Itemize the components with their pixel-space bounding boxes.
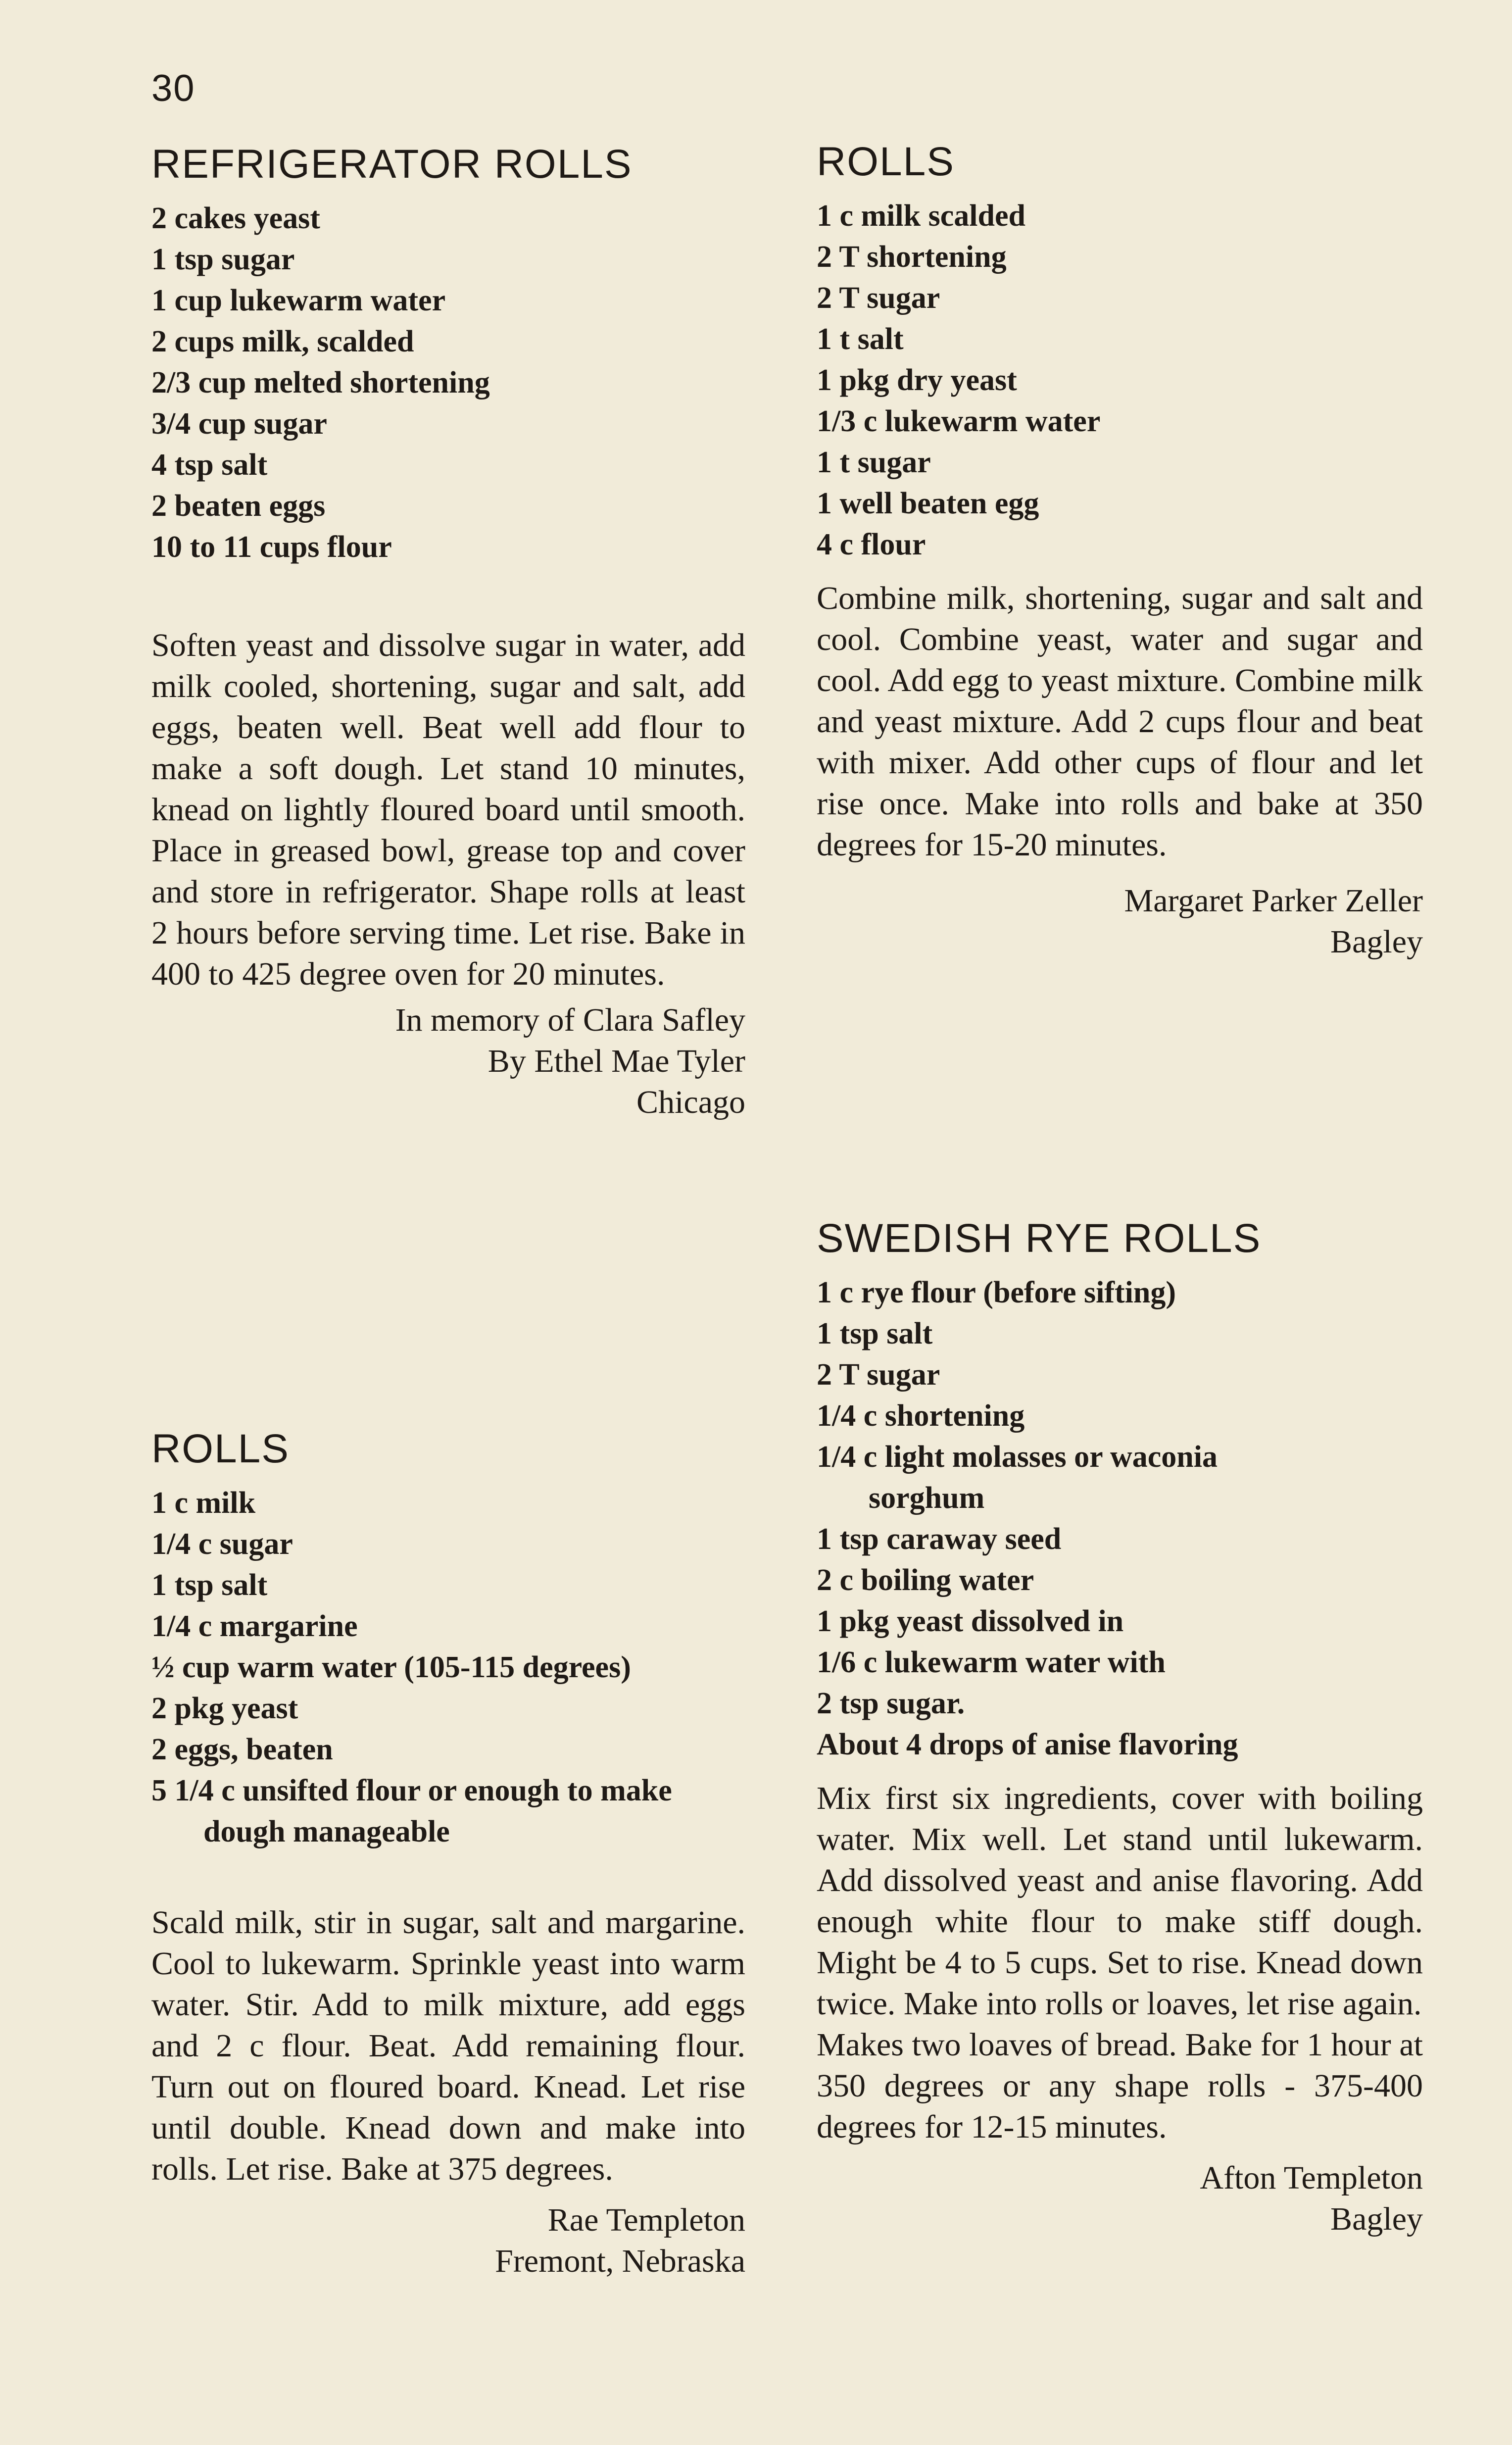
- recipe-rolls-right: [817, 196, 1423, 962]
- ingredient: 1 tsp salt: [151, 1568, 268, 1602]
- ingredient: 2 cakes yeast: [151, 201, 320, 235]
- credit-line: Fremont, Nebraska: [495, 2243, 745, 2279]
- credit-line: Afton Templeton: [1200, 2160, 1423, 2196]
- ingredient: 2 pkg yeast: [151, 1692, 298, 1725]
- recipe-method: Combine milk, shortening, sugar and salt and cool. Combine yeast, water and sugar and cool. Add egg to yeast mixture. Combine milk and yeast mixture. Add 2 cups flour and beat with mixer. Add other cups of flour and let rise once. Make into rolls and bake at 350 degrees for 15-20 minutes.: [817, 580, 1423, 863]
- credit-line: Margaret Parker Zeller: [1124, 883, 1423, 919]
- ingredient: dough manageable: [203, 1815, 450, 1848]
- credit-line: Rae Templeton: [547, 2202, 745, 2238]
- ingredient: 2 eggs, beaten: [151, 1733, 333, 1766]
- ingredient: 5 1/4 c unsifted flour or enough to make: [151, 1774, 672, 1807]
- ingredient: 1 tsp caraway seed: [817, 1522, 1062, 1556]
- recipe-method: Scald milk, stir in sugar, salt and margarine. Cool to lukewarm. Sprinkle yeast into warm water. Stir. Add to milk mixture, add eggs and 2 c flour. Beat. Add remaining flour. Turn out on floured board. Knead. Let rise until double. Knead down and make into rolls. Let rise. Bake at 375 degrees.: [151, 1904, 745, 2187]
- ingredient: 1 pkg yeast dissolved in: [817, 1604, 1124, 1638]
- credit-line: Chicago: [636, 1084, 745, 1120]
- ingredient: 1 c rye flour (before sifting): [817, 1276, 1176, 1309]
- ingredient: 1 tsp sugar: [151, 243, 295, 276]
- ingredient-list: [817, 196, 1423, 565]
- ingredient: 4 c flour: [817, 528, 926, 561]
- ingredient: 2 c boiling water: [817, 1563, 1034, 1597]
- ingredient: 4 tsp salt: [151, 448, 268, 482]
- ingredient: 1 c milk: [151, 1486, 256, 1520]
- ingredient: 3/4 cup sugar: [151, 407, 327, 441]
- recipe-title-refrigerator-rolls: REFRIGERATOR ROLLS: [151, 142, 633, 187]
- page-number: 30: [151, 67, 195, 109]
- ingredient: 1/4 c shortening: [817, 1399, 1025, 1433]
- credit-line: Bagley: [1330, 2201, 1423, 2237]
- ingredient: 1 t salt: [817, 322, 904, 356]
- ingredient: 1/4 c sugar: [151, 1527, 293, 1561]
- ingredient: 1/4 c light molasses or waconia: [817, 1440, 1218, 1474]
- ingredient: 1 c milk scalded: [817, 199, 1025, 233]
- ingredient: sorghum: [869, 1481, 985, 1515]
- recipe-title-rolls: ROLLS: [151, 1426, 290, 1471]
- ingredient: 1 well beaten egg: [817, 487, 1039, 520]
- ingredient: 1 tsp salt: [817, 1317, 933, 1350]
- ingredient: 2/3 cup melted shortening: [151, 366, 490, 399]
- ingredient-list: [817, 1272, 1423, 1765]
- ingredient-list: [151, 198, 745, 568]
- ingredient: 2 tsp sugar.: [817, 1687, 965, 1720]
- recipe-swedish-rye-rolls: [817, 1272, 1423, 2240]
- recipe-method: Mix first six ingredients, cover with boiling water. Mix well. Let stand until lukewarm. Add dissolved yeast and anise flavoring. Add enough white flour to make stiff dough. Might be 4 to 5 cups. Set to rise. Knead down twice. Make into rolls or loaves, let rise again.: [817, 1780, 1423, 2022]
- ingredient-list: [151, 1483, 745, 1852]
- recipe-title-rolls: ROLLS: [817, 139, 955, 184]
- ingredient: 1 cup lukewarm water: [151, 284, 446, 317]
- credit-line: Bagley: [1330, 924, 1423, 960]
- credit-line: By Ethel Mae Tyler: [488, 1043, 745, 1079]
- recipe-rolls-left: [151, 1483, 745, 2282]
- ingredient: 2 T sugar: [817, 1358, 940, 1392]
- recipe-refrigerator-rolls: [151, 198, 745, 1123]
- recipe-method-continued: Makes two loaves of bread. Bake for 1 hour at 350 degrees or any shape rolls - 375-400 degrees for 12-15 minutes.: [817, 2027, 1423, 2145]
- ingredient: 2 T sugar: [817, 281, 940, 315]
- ingredient: 1 pkg dry yeast: [817, 363, 1017, 397]
- ingredient: 2 T shortening: [817, 240, 1007, 274]
- ingredient: 1 t sugar: [817, 446, 931, 479]
- ingredient: ½ cup warm water (105-115 degrees): [151, 1650, 631, 1684]
- credit-line: In memory of Clara Safley: [395, 1002, 745, 1038]
- ingredient: 1/3 c lukewarm water: [817, 404, 1101, 438]
- ingredient: 10 to 11 cups flour: [151, 530, 392, 564]
- ingredient: 2 beaten eggs: [151, 489, 326, 523]
- ingredient: 2 cups milk, scalded: [151, 325, 414, 358]
- ingredient: 1/4 c margarine: [151, 1609, 358, 1643]
- recipe-title-swedish-rye-rolls: SWEDISH RYE ROLLS: [817, 1216, 1262, 1261]
- ingredient: 1/6 c lukewarm water with: [817, 1646, 1166, 1679]
- ingredient: About 4 drops of anise flavoring: [817, 1728, 1238, 1761]
- recipe-method: Soften yeast and dissolve sugar in water, add milk cooled, shortening, sugar and salt, add eggs, beaten well. Beat well add flour to make a soft dough. Let stand 10 minutes, knead on lightly floured board until smooth. Place in greased bowl, grease top and cover and store in refrigerator. Shape rolls at least 2 hours before serving time. Let rise. Bake in 400 to 425 degree oven for 20 minutes.: [151, 627, 745, 992]
